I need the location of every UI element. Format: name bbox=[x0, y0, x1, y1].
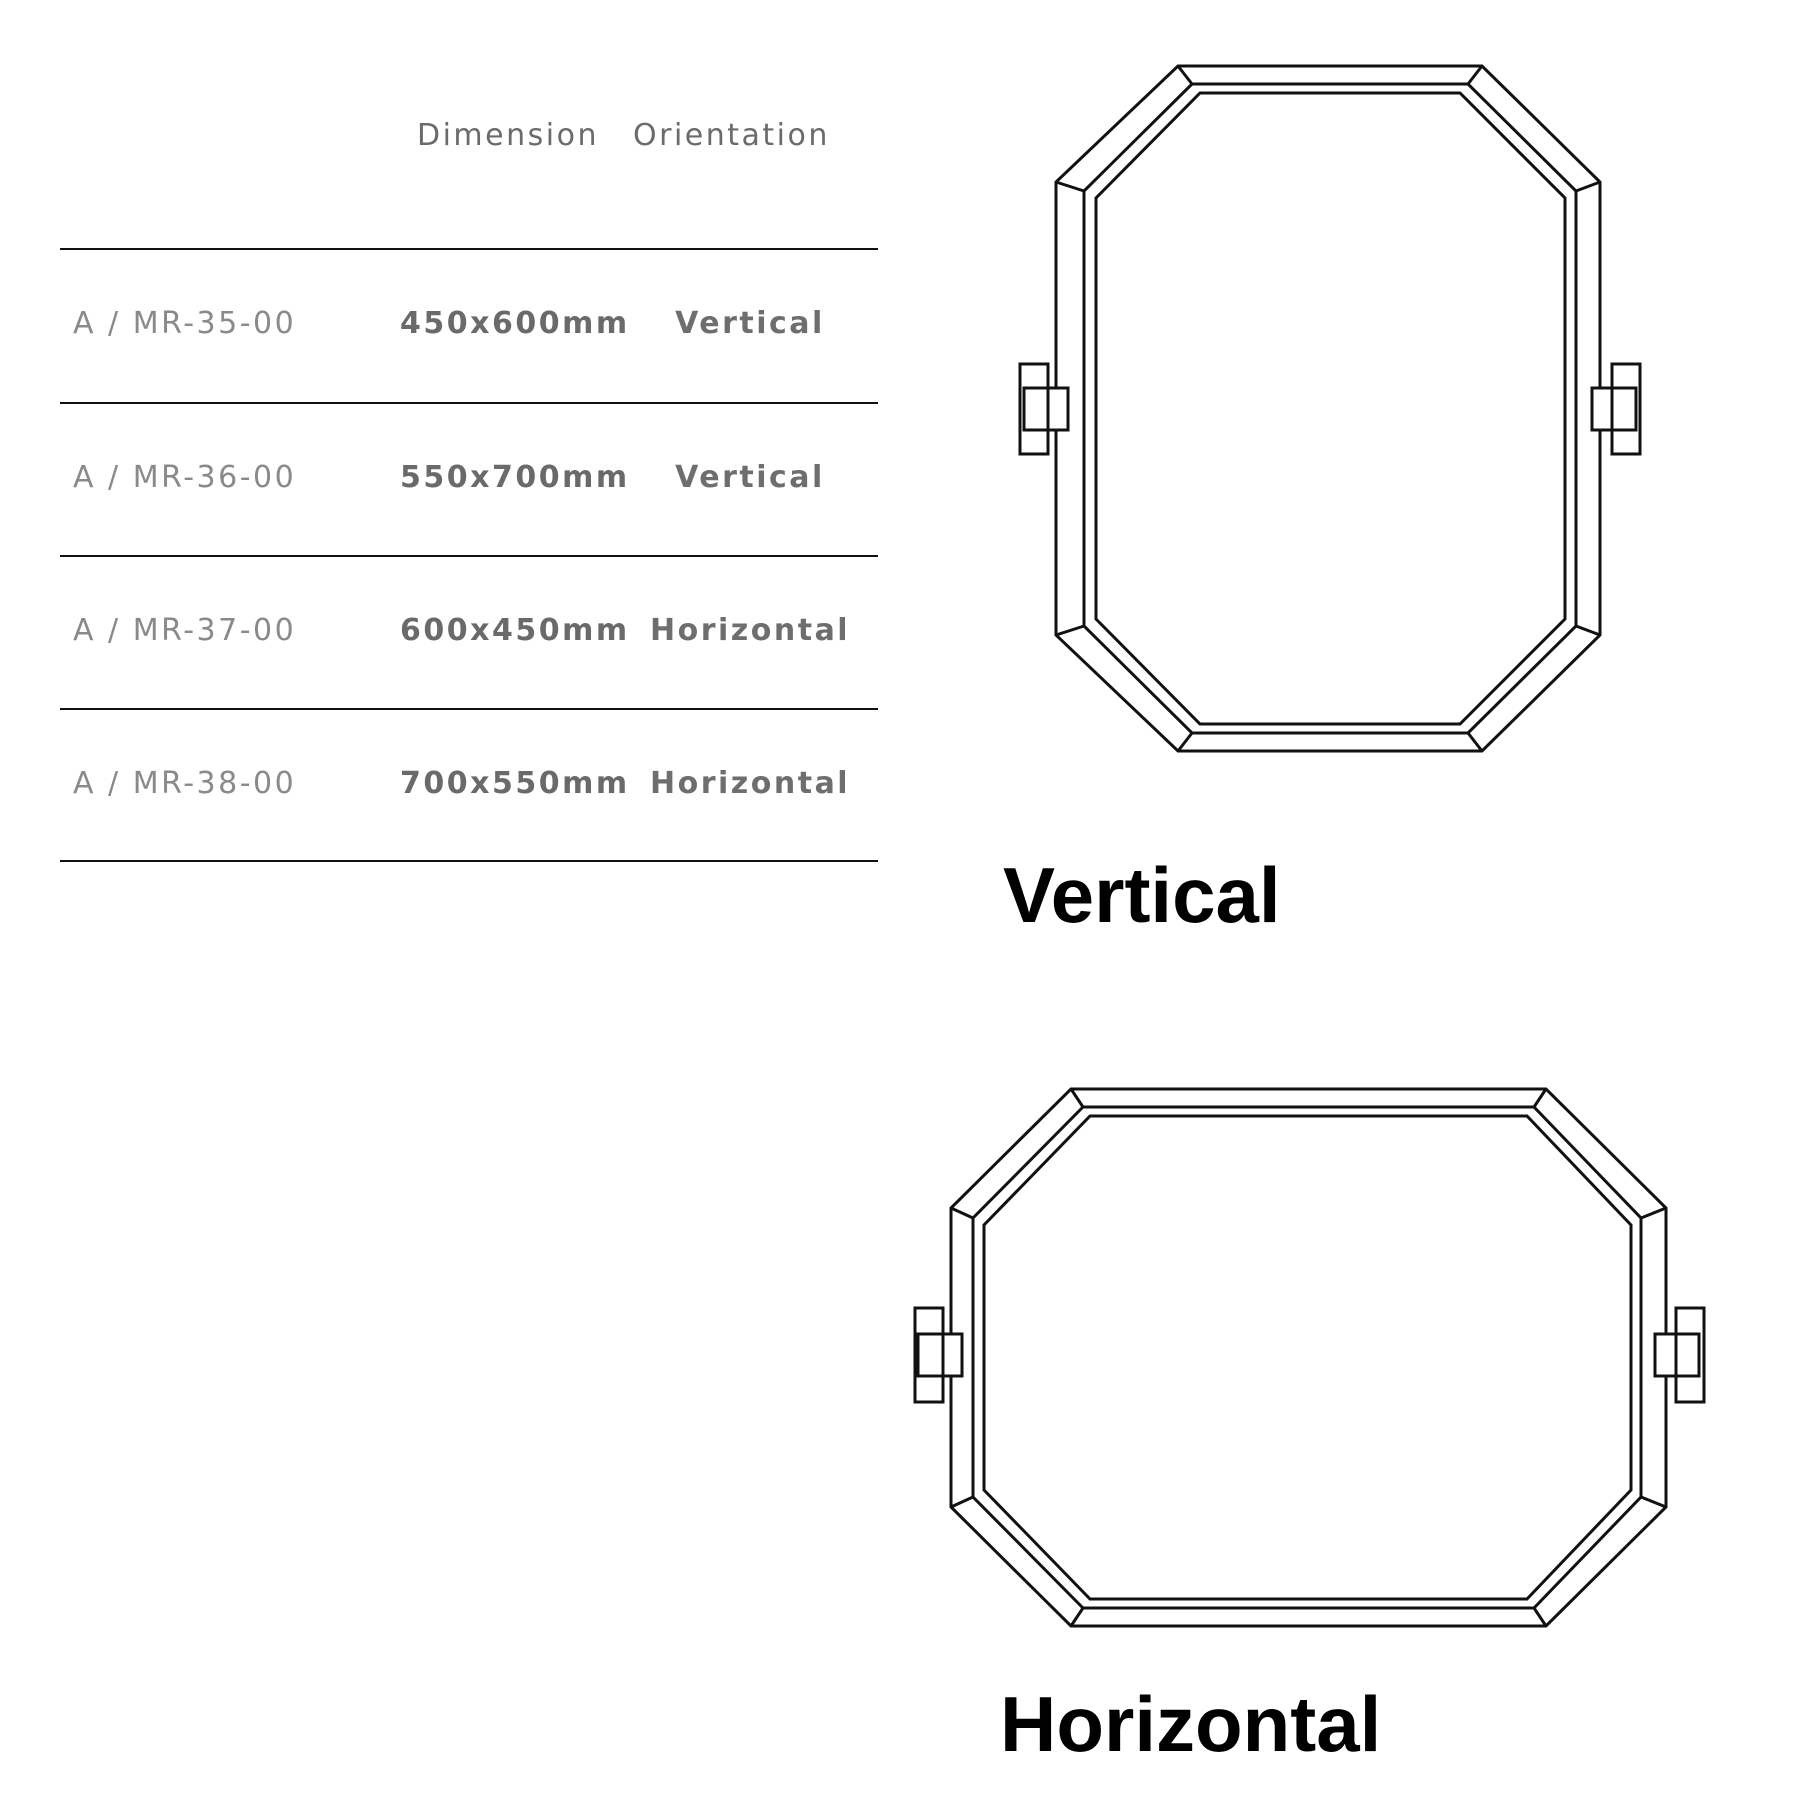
row-dimension: 450x600mm bbox=[400, 306, 630, 341]
vertical-caption: Vertical bbox=[1003, 851, 1281, 939]
row-orientation: Horizontal bbox=[650, 613, 851, 648]
row-code: A / MR-37-00 bbox=[73, 613, 297, 648]
row-dimension: 550x700mm bbox=[400, 460, 630, 495]
row-code: A / MR-35-00 bbox=[73, 306, 297, 341]
row-orientation: Vertical bbox=[675, 306, 825, 341]
pivot-bracket-icon bbox=[915, 1308, 1704, 1402]
row-orientation: Horizontal bbox=[650, 766, 851, 801]
row-dimension: 700x550mm bbox=[400, 766, 630, 801]
row-code: A / MR-38-00 bbox=[73, 766, 297, 801]
column-header-dimension: Dimension bbox=[417, 118, 599, 153]
row-orientation: Vertical bbox=[675, 460, 825, 495]
column-header-orientation: Orientation bbox=[633, 118, 830, 153]
row-code: A / MR-36-00 bbox=[73, 460, 297, 495]
row-dimension: 600x450mm bbox=[400, 613, 630, 648]
horizontal-caption: Horizontal bbox=[1000, 1680, 1382, 1768]
